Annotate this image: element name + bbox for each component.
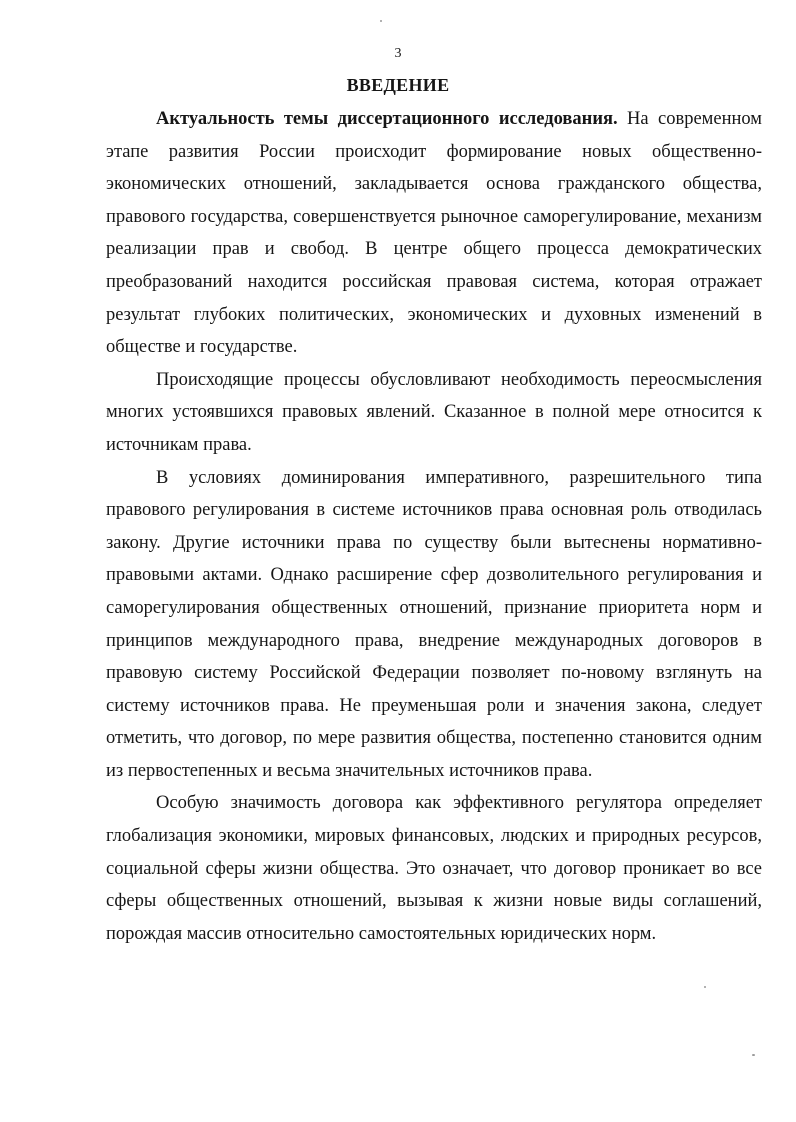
scan-speck [752,1054,755,1056]
section-heading: ВВЕДЕНИЕ [346,75,450,95]
paragraph-2: Происходящие процессы обусловливают необходимость переосмысления многих устоявшихся правовых явлений. Сказанное в полной мере относится к источникам права. [106,369,762,455]
scan-speck [380,20,382,22]
paragraph-lead: Актуальность темы диссертационного исследования. [156,109,618,129]
scan-speck [704,986,706,988]
paragraph-1 [106,103,762,364]
body-text [106,103,762,950]
paragraph-3: В условиях доминирования императивного, разрешительного типа правового регулирования в системе источников права основная роль отводилась закону. Другие источники права по существу были вытеснены нормативно-правовыми актами. Однако расширение сфер дозволительного регулирования и саморегулирования общественных отношений, признание приоритета норм и принципов международного права, внедрение международных договоров в правовую систему Российской Федерации позволяет по-новому взглянуть на систему источников права. Не преуменьшая роли и значения закона, следует отметить, что договор, по мере развития общества, постепенно становится одним из первостепенных и весьма значительных источников права. [106,467,762,781]
paragraph-text: На современном этапе развития России происходит формирование новых общественно-экономических отношений, закладывается основа гражданского общества, правового государства, совершенствуется рыночное саморегулирование, механизм реализации прав и свобод. В центре общего процесса демократических преобразований находится российская правовая система, которая отражает результат глубоких политических, экономических и духовных изменений в обществе и государстве. [106,109,762,358]
page-number: 3 [394,46,402,61]
paragraph-4: Особую значимость договора как эффективного регулятора определяет глобализация экономики, мировых финансовых, людских и природных ресурсов, социальной сферы жизни общества. Это означает, что договор проникает во все сферы общественных отношений, вызывая к жизни новые виды соглашений, порождая массив относительно самостоятельных юридических норм. [106,793,762,944]
